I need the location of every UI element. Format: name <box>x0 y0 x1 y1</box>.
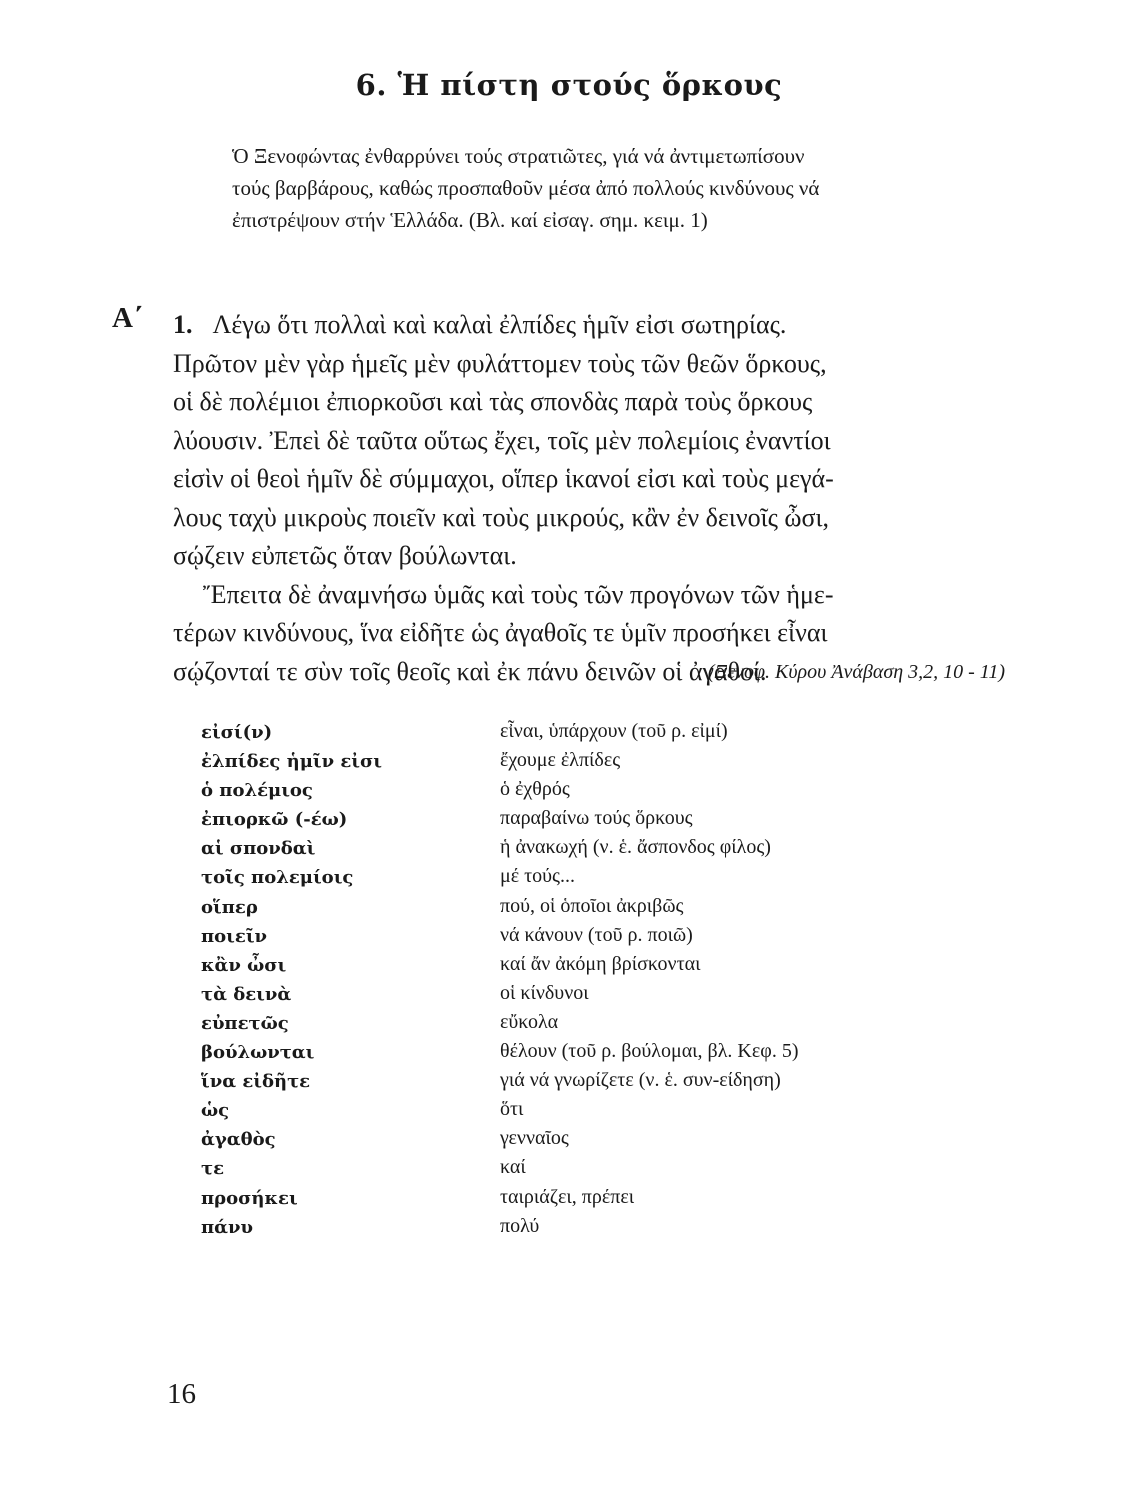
glossary-row <box>201 894 961 926</box>
glossary-term: ὁ πολέμιος <box>201 780 313 802</box>
text-line: τέρων κινδύνους, ἵνα εἰδῆτε ὡς ἀγαθοῖς τε ὑμῖν προσήκει εἶναι <box>173 618 828 647</box>
glossary-term: ὡς <box>201 1100 230 1122</box>
glossary-definition: γιά νά γνωρίζετε (ν. ἑ. συν-είδηση) <box>500 1069 781 1092</box>
paragraph-number: 1. <box>173 310 193 339</box>
glossary-term: ἐπιορκῶ (-έω) <box>201 809 348 831</box>
glossary-row <box>201 1042 961 1071</box>
glossary-term: εἰσί(ν) <box>201 722 273 743</box>
glossary-definition: γενναῖος <box>500 1127 569 1150</box>
glossary-definition: καί <box>500 1156 526 1179</box>
glossary-definition: εἶναι, ὑπάρχουν (τοῦ ρ. εἰμί) <box>500 720 728 742</box>
glossary-term: προσήκει <box>201 1187 298 1209</box>
glossary-term: βούλωνται <box>201 1042 315 1064</box>
text-line <box>173 306 1013 345</box>
glossary-row <box>201 1185 961 1217</box>
glossary-definition: ὅτι <box>500 1098 524 1121</box>
intro-line: τούς βαρβάρους, καθώς προσπαθοῦν μέσα ἀπό πολλούς κινδύνους νά <box>232 176 820 200</box>
text-line: σῴζειν εὐπετῶς ὅταν βούλωνται. <box>173 541 517 570</box>
glossary-definition: μέ τούς... <box>500 865 575 888</box>
glossary-row <box>201 722 961 751</box>
text-line-content: Λέγω ὅτι πολλαὶ καὶ καλαὶ ἐλπίδες ἡμῖν εἰσι σωτηρίας. <box>212 310 787 339</box>
glossary-row <box>201 981 961 1013</box>
text-line: Ἔπειτα δὲ ἀναμνήσω ὑμᾶς καὶ τοὺς τῶν προγόνων τῶν ἡμε- <box>203 579 834 609</box>
glossary-row <box>201 751 961 780</box>
intro-paragraph <box>232 140 992 236</box>
glossary-row <box>201 838 961 867</box>
glossary-term: αἱ σπονδαὶ <box>201 838 316 860</box>
glossary-definition: ἡ ἀνακωχή (ν. ἑ. ἄσπονδος φίλος) <box>500 836 771 859</box>
page-number: 16 <box>167 1378 196 1410</box>
glossary-row <box>201 1129 961 1158</box>
glossary-row <box>201 780 961 809</box>
glossary-definition: ἔχουμε ἐλπίδες <box>500 749 621 772</box>
glossary-term: τὰ δεινὰ <box>201 983 292 1005</box>
glossary-definition: παραβαίνω τούς ὅρκους <box>500 807 693 830</box>
glossary-definition: πού, οἱ ὁποῖοι ἀκριβῶς <box>500 894 684 917</box>
glossary-row <box>201 923 961 955</box>
glossary-term: κἂν ὦσι <box>201 954 287 976</box>
text-line: λους ταχὺ μικροὺς ποιεῖν καὶ τοὺς μικρούς, κἂν ἐν δεινοῖς ὦσι, <box>173 502 830 532</box>
glossary-definition: οἱ κίνδυνοι <box>500 981 589 1004</box>
glossary-term: τε <box>201 1158 225 1180</box>
chapter-title: 6. Ἡ πίστη στούς ὅρκους <box>355 68 783 102</box>
glossary-term: ἐλπίδες ἡμῖν εἰσι <box>201 751 382 773</box>
glossary-term: ἀγαθὸς <box>201 1129 276 1151</box>
glossary-definition: νά κάνουν (τοῦ ρ. ποιῶ) <box>500 923 693 946</box>
glossary-term: ἵνα εἰδῆτε <box>201 1071 311 1093</box>
glossary-term: πάνυ <box>201 1216 254 1238</box>
ancient-text <box>173 306 1013 691</box>
intro-line: ἐπιστρέψουν στήν Ἑλλάδα. (Βλ. καί εἰσαγ. σημ. κειμ. 1) <box>232 208 708 232</box>
glossary-row <box>201 867 961 896</box>
glossary-term: τοῖς πολεμίοις <box>201 867 354 889</box>
text-line: λύουσιν. Ἐπεὶ δὲ ταῦτα οὕτως ἔχει, τοῖς μὲν πολεμίοις ἐναντίοι <box>173 425 831 455</box>
glossary-definition: πολύ <box>500 1214 540 1237</box>
glossary-row <box>201 1071 961 1100</box>
glossary-definition: ὁ ἐχθρός <box>500 778 570 801</box>
text-line: οἱ δὲ πολέμιοι ἐπιορκοῦσι καὶ τὰς σπονδὰς παρὰ τοὺς ὅρκους <box>173 387 813 416</box>
glossary-row <box>201 952 961 984</box>
glossary-row <box>201 1100 961 1129</box>
glossary-definition: θέλουν (τοῦ ρ. βούλομαι, βλ. Κεφ. 5) <box>500 1040 799 1063</box>
glossary-term: ποιεῖν <box>201 925 268 947</box>
source-citation: (Ξενοφ. Κύρου Ἀνάβαση 3,2, 10 - 11) <box>707 661 1005 683</box>
glossary-row <box>201 1010 961 1042</box>
text-line: σῴζονταί τε σὺν τοῖς θεοῖς καὶ ἐκ πάνυ δεινῶν οἱ ἀγαθοί. <box>173 656 767 686</box>
glossary <box>201 722 961 1246</box>
glossary-definition: καί ἄν ἀκόμη βρίσκονται <box>500 952 701 975</box>
glossary-definition: ταιριάζει, πρέπει <box>500 1185 635 1208</box>
text-line: εἰσὶν οἱ θεοὶ ἡμῖν δὲ σύμμαχοι, οἵπερ ἱκανοί εἰσι καὶ τοὺς μεγά- <box>173 464 834 493</box>
glossary-definition: εὔκολα <box>500 1010 559 1033</box>
glossary-row <box>201 809 961 838</box>
glossary-term: οἵπερ <box>201 896 258 918</box>
glossary-term: εὐπετῶς <box>201 1012 289 1034</box>
glossary-row <box>201 1158 961 1187</box>
glossary-row <box>201 1214 961 1246</box>
text-line: Πρῶτον μὲν γὰρ ἡμεῖς μὲν φυλάττομεν τοὺς τῶν θεῶν ὅρκους, <box>173 348 827 378</box>
intro-line: Ὁ Ξενοφώντας ἐνθαρρύνει τούς στρατιῶτες, γιά νά ἀντιμετωπίσουν <box>232 144 805 168</box>
section-marker: Α΄ <box>112 302 143 334</box>
